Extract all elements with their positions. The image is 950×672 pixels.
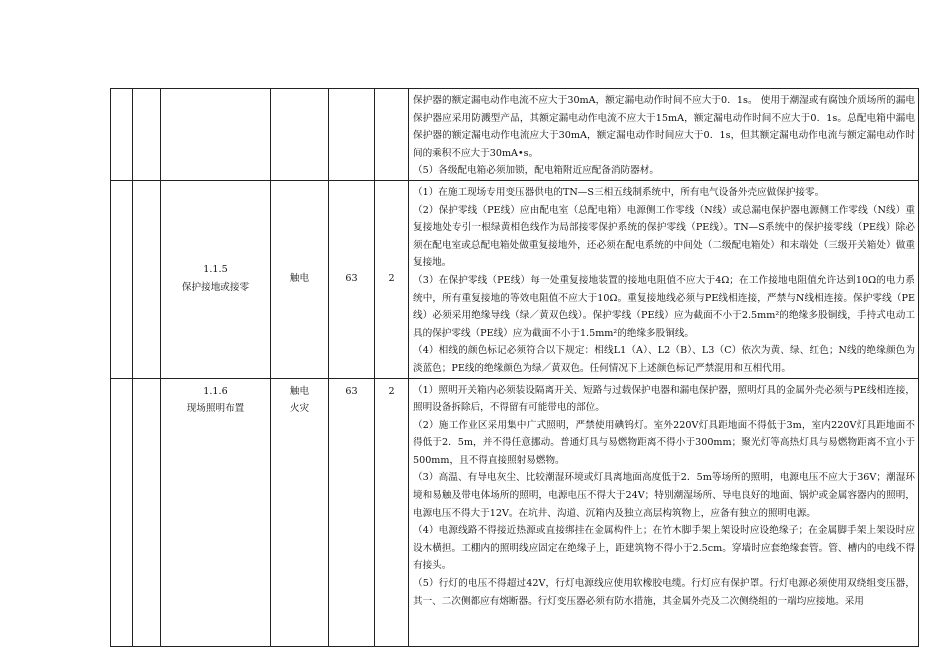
hazard-type: 触电 (289, 272, 310, 284)
risk-score: 63 (345, 272, 358, 284)
cell-score (329, 378, 375, 646)
cell-level2 (133, 180, 161, 378)
measure-text: （3）高温、有导电灰尘、比较潮湿环境或灯具离地面高度低于2．5m等场所的照明，电源电压不应大于36V；潮湿环境和易触及带电体场所的照明，电源电压不得大于24V；特别潮湿场所、导电良好的地面、锅炉或金属容器内的照明，电源电压不得大于12V。在坑井、沟道、沉箱内及独立高层构筑物上，应备有独立的照明电源。 (413, 472, 915, 519)
table-row (111, 378, 919, 646)
hazard-type: 触电 (289, 385, 310, 397)
cell-item-name (161, 378, 271, 646)
table-row (111, 89, 919, 181)
cell-level1 (111, 89, 133, 181)
measure-text: （1）在施工现场专用变压器供电的TN—S三相五线制系统中，所有电气设备外壳应做保护接零。 (413, 186, 825, 198)
cell-level (375, 180, 409, 378)
cell-level2 (133, 89, 161, 181)
cell-hazard (271, 180, 329, 378)
cell-item-name (161, 180, 271, 378)
measure-text: 保护器的额定漏电动作电流不应大于30mA，额定漏电动作时间不应大于0．1s。 使用于潮湿或有腐蚀介质场所的漏电保护器应采用防溅型产品，其额定漏电动作电流不应大于15mA，额定漏电动作时间不应大于0．1s。总配电箱中漏电保护器的额定漏电动作电流应大于30mA，额定漏电动作时间应大于0．1s，但其额定漏电动作电流与额定漏电动作时间的乘积不应大于30mA•s。 (413, 95, 915, 159)
cell-measures (409, 378, 919, 646)
cell-item-name (161, 89, 271, 181)
item-name: 现场照明布置 (186, 403, 245, 415)
measure-text: （2）保护零线（PE线）应由配电室（总配电箱）电源侧工作零线（N线）或总漏电保护器电源侧工作零线（N线）重复接地处专引一根绿黄相色线作为局部接零保护系统的保护零线（PE线）。TN—S系统中的保护接零线（PE线）除必须在配电室或总配电箱处做重复接地外，还必须在配电系统的中间处（二级配电箱处）和末端处（三级开关箱处）做重复接地。 (413, 204, 915, 269)
risk-level: 2 (388, 385, 395, 397)
hazard-type: 火灾 (289, 403, 310, 415)
cell-hazard (271, 378, 329, 646)
cell-level1 (111, 378, 133, 646)
measure-text: （5）行灯的电压不得超过42V，行灯电源线应使用软橡胶电缆。行灯应有保护罩。行灯电源必须使用双绕组变压器，其一、二次侧都应有熔断器。行灯变压器必须有防水措施，其金属外壳及二次侧绕组的一端均应接地。采用 (413, 578, 915, 607)
item-name: 保护接地或接零 (181, 281, 250, 293)
measure-text: （2）施工作业区采用集中广式照明，严禁使用碘钨灯。室外220V灯具距地面不得低于3m，室内220V灯具距地面不得低于2．5m，并不得任意挪动。普通灯具与易燃物距离不得小于300mm；聚光灯等高热灯具与易燃物距离不宜小于500mm，且不得直接照射易燃物。 (413, 419, 915, 466)
measure-text: （4）电源线路不得接近热源或直接绑挂在金属构件上；在竹木脚手架上架设时应设绝缘子；在金属脚手架上架设时应设木横担。工棚内的照明线应固定在绝缘子上，距建筑物不得小于2.5cm。穿墙时应套绝缘套管。管、槽内的电线不得有接头。 (413, 525, 915, 572)
item-code: 1.1.6 (203, 385, 228, 397)
risk-level: 2 (388, 272, 395, 284)
safety-measures-table (110, 88, 919, 647)
cell-hazard (271, 89, 329, 181)
measure-text: （3）在保护零线（PE线）每一处重复接地装置的接地电阻值不应大于4Ω；在工作接地电阻值允许达到10Ω的电力系统中，所有重复接地的等效电阻值不应大于10Ω。重复接地线必须与PE线相连接，严禁与N线相连接。保护零线（PE线）必须采用绝缘导线（绿／黄双色线）。保护零线（PE线）应为截面不小于2.5mm²的绝缘多股铜线，手持式电动工具的保护零线（PE线）应为截面不小于1.5mm²的绝缘多股铜线。 (413, 274, 915, 339)
risk-score: 63 (345, 385, 358, 397)
cell-measures (409, 89, 919, 181)
cell-level (375, 89, 409, 181)
measure-text: （4）相线的颜色标记必须符合以下规定：相线L1（A）、L2（B）、L3（C）依次为黄、绿、红色；N线的绝缘颜色为淡蓝色；PE线的绝缘颜色为绿／黄双色。任何情况下上述颜色标记严禁混用和互相代用。 (413, 345, 915, 374)
item-code: 1.1.5 (203, 263, 228, 275)
measure-text: （5）各级配电箱必须加锁，配电箱附近应配备消防器材。 (413, 165, 659, 177)
cell-score (329, 180, 375, 378)
measure-text: （1）照明开关箱内必须装设隔离开关、短路与过载保护电器和漏电保护器，照明灯具的金属外壳必须与PE线相连接，照明设备拆除后，不得留有可能带电的部位。 (413, 384, 915, 414)
table-row (111, 180, 919, 378)
cell-level1 (111, 180, 133, 378)
cell-level2 (133, 378, 161, 646)
cell-measures (409, 180, 919, 378)
cell-score (329, 89, 375, 181)
cell-level (375, 378, 409, 646)
